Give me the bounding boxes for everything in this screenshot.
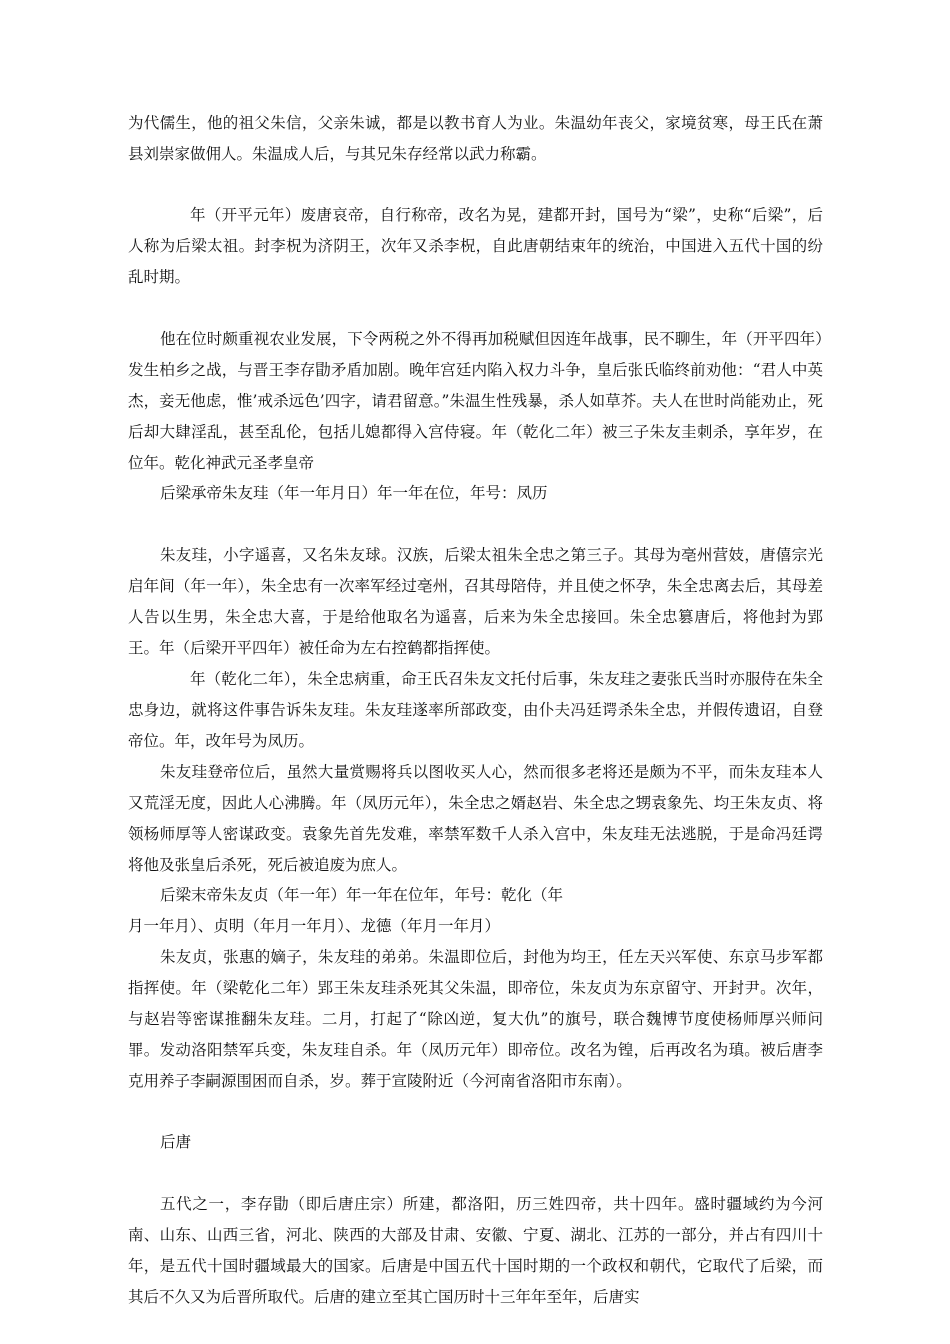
heading-zhu-youzhen-line-1: 后梁末帝朱友贞（年一年）年一年在位年，年号：乾化（年 bbox=[160, 886, 564, 904]
heading-zhu-youzhen bbox=[128, 880, 823, 942]
heading-later-tang: 后唐 bbox=[160, 1133, 192, 1151]
paragraph-later-tang-overview: 五代之一，李存勖（即后唐庄宗）所建，都洛阳，历三姓四帝，共十四年。盛时疆域约为今河南、山东、山西三省，河北、陕西的大部及甘肃、安徽、宁夏、湖北、江苏的一部分，并占有四川十年，是五代十国时疆域最大的国家。后唐是中国五代十国时期的一个政权和朝代，它取代了后梁，而其后不久又为后晋所取代。后唐的建立至其亡国历时十三年年至年，后唐实 bbox=[128, 1195, 823, 1306]
paragraph-zhu-youzhen-bio: 朱友贞，张惠的嫡子，朱友珪的弟弟。朱温即位后，封他为均王，任左天兴军使、东京马步军都指挥使。年（梁乾化二年）郢王朱友珪杀死其父朱温，即帝位，朱友贞为东京留守、开封尹。次年，与赵岩等密谋推翻朱友珪。二月，打起了“除凶逆，复大仇”的旗号，联合魏博节度使杨师厚兴师问罪。发动洛阳禁军兵变，朱友珪自杀。年（凤历元年）即帝位。改名为锽，后再改名为瑱。被后唐李克用养子李嗣源围困而自杀，岁。葬于宣陵附近（今河南省洛阳市东南）。 bbox=[128, 948, 823, 1090]
paragraph-zhu-wen-family: 为代儒生，他的祖父朱信，父亲朱诚，都是以教书育人为业。朱温幼年丧父，家境贫寒，母王氏在萧县刘崇家做佣人。朱温成人后，与其兄朱存经常以武力称霸。 bbox=[128, 114, 823, 163]
paragraph-zhu-wen-reign: 他在位时颇重视农业发展，下令两税之外不得再加税赋但因连年战事，民不聊生，年（开平四年）发生柏乡之战，与晋王李存勖矛盾加剧。晚年宫廷内陷入权力斗争，皇后张氏临终前劝他：“君人中英杰，妾无他虑，惟’戒杀远色’四字，请君留意。”朱温生性残暴，杀人如草芥。夫人在世时尚能劝止，死后却大肆淫乱，甚至乱伦，包括儿媳都得入宫侍寝。年（乾化二年）被三子朱友圭刺杀，享年岁，在位年。乾化神武元圣孝皇帝 bbox=[128, 330, 823, 472]
heading-zhu-yougui: 后梁承帝朱友珪（年一年月日）年一年在位，年号：凤历 bbox=[160, 484, 548, 502]
heading-zhu-youzhen-line-2: 月一年月）、贞明（年月一年月）、龙德（年月一年月） bbox=[128, 917, 501, 935]
paragraph-zhu-yougui-coup: 年（乾化二年），朱全忠病重，命王氏召朱友文托付后事，朱友珪之妻张氏当时亦服侍在朱全忠身边，就将这件事告诉朱友珪。朱友珪遂率所部政变，由仆夫冯廷谔杀朱全忠，并假传遗诏，自登帝位。年，改年号为凤历。 bbox=[128, 670, 823, 750]
paragraph-zhu-yougui-bio: 朱友珪，小字遥喜，又名朱友球。汉族，后梁太祖朱全忠之第三子。其母为亳州营妓，唐僖宗光启年间（年一年），朱全忠有一次率军经过亳州，召其母陪侍，并且使之怀孕，朱全忠离去后，其母差人告以生男，朱全忠大喜，于是给他取名为遥喜，后来为朱全忠接回。朱全忠篡唐后，将他封为郢王。年（后梁开平四年）被任命为左右控鹤都指挥使。 bbox=[128, 546, 823, 657]
paragraph-later-liang-founding: 年（开平元年）废唐哀帝，自行称帝，改名为晃，建都开封，国号为“梁”，史称“后梁”，后人称为后梁太祖。封李柷为济阴王，次年又杀李柷，自此唐朝结束年的统治，中国进入五代十国的纷乱时期。 bbox=[128, 206, 823, 286]
paragraph-zhu-yougui-downfall: 朱友珪登帝位后，虽然大量赏赐将兵以图收买人心，然而很多老将还是颇为不平，而朱友珪本人又荒淫无度，因此人心沸腾。年（凤历元年），朱全忠之婿赵岩、朱全忠之甥袁象先、均王朱友贞、将领杨师厚等人密谋政变。袁象先首先发难，率禁军数千人杀入宫中，朱友珪无法逃脱，于是命冯廷谔将他及张皇后杀死，死后被追废为庶人。 bbox=[128, 763, 823, 874]
